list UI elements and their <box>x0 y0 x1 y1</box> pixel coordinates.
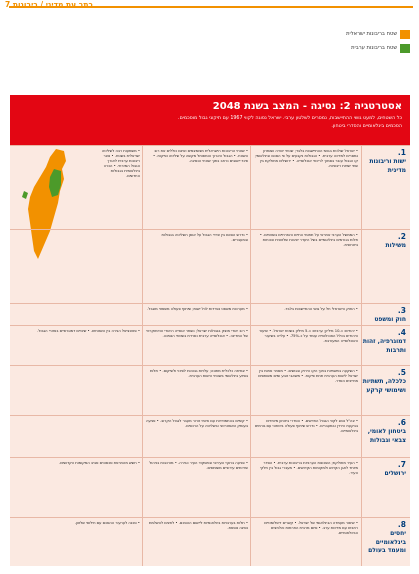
legend-label: שטח בריבונות ישראלית <box>346 31 397 37</box>
table-row <box>10 457 410 518</box>
table-row <box>10 365 410 416</box>
row-cell: • יהודים: כ-10 מיליון; ערבים: כ-5 מיליון בשטח ישראל. • שיעור היהודים בכלל האוכלוסייה עומד על כ-75%. • עלייה בשיעור האוכלוסייה המעורבת. <box>259 329 358 343</box>
banner-subtitle-2: הסכמים בינלאומיים והסדרי ביטחון. <box>331 124 402 129</box>
table-row <box>10 229 410 304</box>
row-number-title: 6. ביטחון לאומי, צבאי וגבולות <box>367 418 406 444</box>
table-row <box>10 303 410 326</box>
legend-item-israeli <box>314 29 410 40</box>
row-cell: • משמעות רבה לשליטה ישראלית בשטח. • נוצר ריבונות ערבית לאורך הגבול המזרחי. • הכרה בינלאומית בגבולות החדשים. <box>101 149 140 178</box>
legend-swatch-orange <box>400 30 410 39</box>
row-cell: • שטחי הריבונות הישראלית מצומצמים ואינם כוללים את רוב השטח. • הגבול הארוך והמפותל מקשה על שליטה ופיקוח. • פינוי יישובים נרחב בתוך שטחי הנסיגה. <box>153 149 248 163</box>
row-number-title: 1. ישות וריבונות מדינית <box>369 148 406 174</box>
legend-item-arab <box>314 43 410 54</box>
row-cell: • תלות בערבויות בינלאומיות ליישום ההסכם. • לחצים להשלמת נסיגה נוספת. <box>148 521 248 530</box>
row-cell: • צה"ל נסוג לקווי הגבול החדשים. • הסדרי ביטחון מיוחדים בבקעת הירדן ובמעברים. • נדרש שיתוף פעולה ביטחוני עם גורמים בינלאומיים. <box>254 419 358 433</box>
row-cell: • חשש מהחרפת סכסוכים סביב המקומות הקדושים. <box>59 461 140 465</box>
row-cell: • פוטנציאל הגירה בין השטחים. • שינויים דמוגרפיים באזורי הגבול. <box>37 329 140 333</box>
row-cell: • קשיים בהתמודדות עם איומי טרור מעבר לגבול הקרוב. • פגיעה בעומק האסטרטגי ובשליטה על הרכסים. <box>146 419 248 428</box>
table-row <box>10 415 410 458</box>
row-number-title: 8. יחסים בינלאומיים ומעמד בעולם <box>368 520 406 555</box>
row-cell: • שיפור מעמדה הבינלאומי של ישראל. • קשרים דיפלומטיים רחבים עם מדינות ערב. • סיום מרבית החרמות והלחצים הבינלאומיים. <box>264 521 358 535</box>
banner-title: אסטרטגיה 2: נסיגה - המצב בשנת 2048 <box>212 101 402 112</box>
row-cell: • מערכות משפט נפרדות לכל ישות; שיתוף פעולה משפטי מוגבל. <box>147 307 248 311</box>
table-row <box>10 325 410 366</box>
row-cell: • הממשל הערבי אחראי על תחומי החיים האזרחיים בשטחים. • תלות בגורמים בינלאומיים בשל היעדר יציבות שלטונית ונוכחות ביטחונית. <box>259 233 358 247</box>
legend-label: שטח בריבונות ערבית <box>351 45 397 51</box>
row-number-title: 5. כלכלה, תשתיות ושימושי קרקע <box>362 368 406 394</box>
scenario-table <box>10 95 410 566</box>
header-title: כתב עת מדיני / ריבונות 7 <box>5 0 93 9</box>
row-cell: • נדרש הסכם בין צדדי הגבול על אופן השליטה בגבולות ובמעברים. <box>161 233 248 242</box>
page-header <box>0 0 419 18</box>
row-cell: • ישראל שולטת בגושי ההתיישבות בלבד; שטחי יהודה ושומרון נמסרים למדינה ערבית. • הגבולות נקבעים על פי הסכם ובינלאומי; קו הגבול עובר בסמוך לריכוזי אוכלוסייה. • ירושלים מחולקת בין שתי ישויות ריבוניות. <box>254 149 358 168</box>
row-cell: • החוק הישראלי חל על גושי ההתיישבות בלבד. <box>284 307 358 311</box>
scenario-banner <box>10 95 410 145</box>
row-cell: • רוב יהודי מוצק בגבולות ישראל; נשמר אופייה היהודי והדמוקרטי של המדינה. • אוכלוסייה ערבית נפרדת בשטחי הנסיגה. <box>146 329 248 338</box>
row-number-title: 4. דמוגרפיה, זהות ותרבות <box>362 328 406 354</box>
row-cell: • העיר מחולקת; השכונות הערביות בריבונות ערבית. • הסדר מיוחד לאגן הקדוש ולמקומות הקדושים. • מעברי גבול בין חלקי העיר. <box>260 461 358 475</box>
row-cell: • סכנה לערעור ההסכם עם חילופי שלטון. <box>74 521 140 525</box>
table-row <box>10 517 410 567</box>
row-cell: • צמיחה כלכלית מתונה; עלויות גבוהות לפינוי ולשיקום. • תלות בסיוע בינלאומי בשטחי הישות הערבית. <box>149 369 248 378</box>
row-cell: • השקעה בתשתיות בתוך הקו הירוק ובגושים. • מסחר פתוח בין ישראל לישות הערבית תחת פיקוח. • משאבי טבע ומים משותפים מחייבים הסדר. <box>258 369 358 383</box>
row-cell: • פגיעה ברצף העירוני ובתפקוד העיר כבירה. • מורכבות בניהול שירותים עירוניים משותפים. <box>149 461 248 470</box>
table-row <box>10 145 410 230</box>
banner-subtitle: כל השטחים, למעט גושי ההתיישבות, נמסרים לשלטון ערבי. ישראל נסוגה לקווי 1967 עם תיקוני גבול מוסכמים. <box>178 116 402 121</box>
row-number-title: 3. חוק ומשפט <box>374 306 406 324</box>
row-number-title: 2. משילות <box>385 232 406 250</box>
legend-swatch-green <box>400 44 410 53</box>
row-number-title: 7. ירושלים <box>384 460 406 478</box>
